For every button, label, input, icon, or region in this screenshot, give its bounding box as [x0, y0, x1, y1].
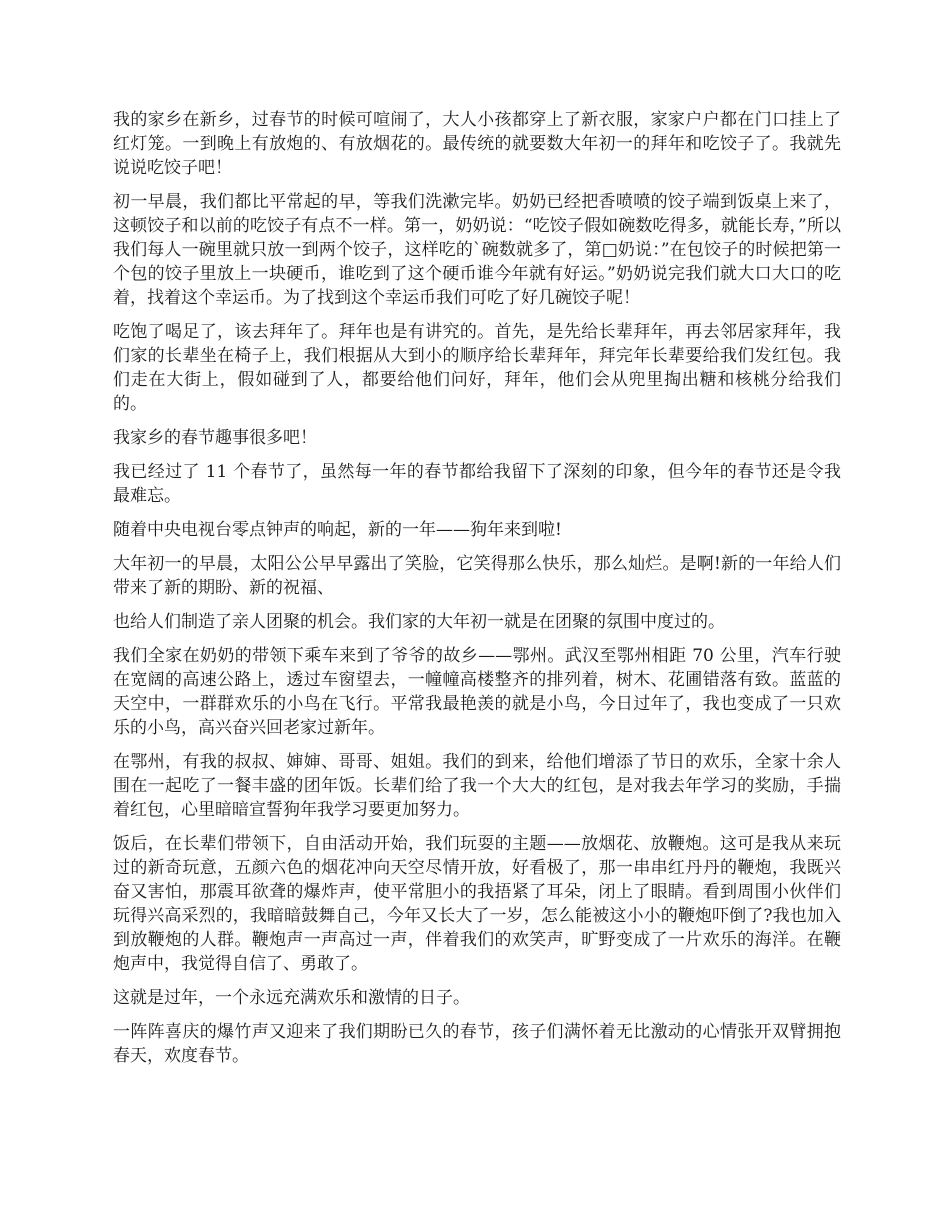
paragraph: 一阵阵喜庆的爆竹声又迎来了我们期盼已久的春节，孩子们满怀着无比激动的心情张开双臂拥抱春天，欢度春节。 — [113, 1022, 841, 1066]
paragraph: 我的家乡在新乡，过春节的时候可喧闹了，大人小孩都穿上了新衣服，家家户户都在门口挂上了红灯笼。一到晚上有放炮的、有放烟花的。最传统的就要数大年初一的拜年和吃饺子了。我就先说说吃饺子吧！ — [113, 110, 841, 178]
paragraph: 初一早晨，我们都比平常起的早，等我们洗漱完毕。奶奶已经把香喷喷的饺子端到饭桌上来了，这顿饺子和以前的吃饺子有点不一样。第一，奶奶说：“吃饺子假如碗数吃得多，就能长寿，”所以我们每人一碗里就只放一到两个饺子，这样吃的`碗数就多了，第□奶说：”在包饺子的时候把第一个包的饺子里放上一块硬币，谁吃到了这个硬币谁今年就有好运。”奶奶说完我们就大口大口的吃着，找着这个幸运币。为了找到这个幸运币我们可吃了好几碗饺子呢！ — [113, 192, 841, 308]
paragraph: 大年初一的早晨，太阳公公早早露出了笑脸，它笑得那么快乐，那么灿烂。是啊!新的一年给人们带来了新的期盼、新的祝福、 — [113, 554, 841, 598]
paragraph: 随着中央电视台零点钟声的响起，新的一年——狗年来到啦! — [113, 520, 562, 540]
paragraph: 在鄂州，有我的叔叔、婶婶、哥哥、姐姐。我们的到来，给他们增添了节日的欢乐，全家十余人围在一起吃了一餐丰盛的团年饭。长辈们给了我一个大大的红包，是对我去年学习的奖励，手揣着红包，心里暗暗宣誓狗年我学习要更加努力。 — [113, 752, 841, 820]
paragraph: 这就是过年，一个永远充满欢乐和激情的日子。 — [113, 988, 470, 1008]
paragraph: 我已经过了 11 个春节了，虽然每一年的春节都给我留下了深刻的印象，但今年的春节还是令我最难忘。 — [113, 462, 841, 506]
paragraph: 我们全家在奶奶的带领下乘车来到了爷爷的故乡——鄂州。武汉至鄂州相距 70 公里，汽车行驶在宽阔的高速公路上，透过车窗望去，一幢幢高楼整齐的排列着，树木、花圃错落有致。蓝蓝的天空中，一群群欢乐的小鸟在飞行。平常我最艳羡的就是小鸟，今日过年了，我也变成了一只欢乐的小鸟，高兴奋兴回老家过新年。 — [113, 646, 841, 738]
paragraph: 饭后，在长辈们带领下，自由活动开始，我们玩耍的主题——放烟花、放鞭炮。这可是我从来玩过的新奇玩意，五颜六色的烟花冲向天空尽情开放，好看极了，那一串串红丹丹的鞭炮，我既兴奋又害怕，那震耳欲聋的爆炸声，使平常胆小的我捂紧了耳朵，闭上了眼睛。看到周围小伙伴们玩得兴高采烈的，我暗暗鼓舞自己，今年又长大了一岁，怎么能被这小小的鞭炮吓倒了?我也加入到放鞭炮的人群。鞭炮声一声高过一声，伴着我们的欢笑声，旷野变成了一片欢乐的海洋。在鞭炮声中，我觉得自信了、勇敢了。 — [113, 834, 841, 974]
paragraph: 吃饱了喝足了，该去拜年了。拜年也是有讲究的。首先，是先给长辈拜年，再去邻居家拜年，我们家的长辈坐在椅子上，我们根据从大到小的顺序给长辈拜年，拜完年长辈要给我们发红包。我们走在大街上，假如碰到了人，都要给他们问好，拜年，他们会从兜里掏出糖和核桃分给我们的。 — [113, 322, 841, 414]
paragraph: 也给人们制造了亲人团聚的机会。我们家的大年初一就是在团聚的氛围中度过的。 — [113, 612, 725, 632]
document-body — [113, 108, 841, 1078]
paragraph: 我家乡的春节趣事很多吧！ — [113, 428, 317, 448]
